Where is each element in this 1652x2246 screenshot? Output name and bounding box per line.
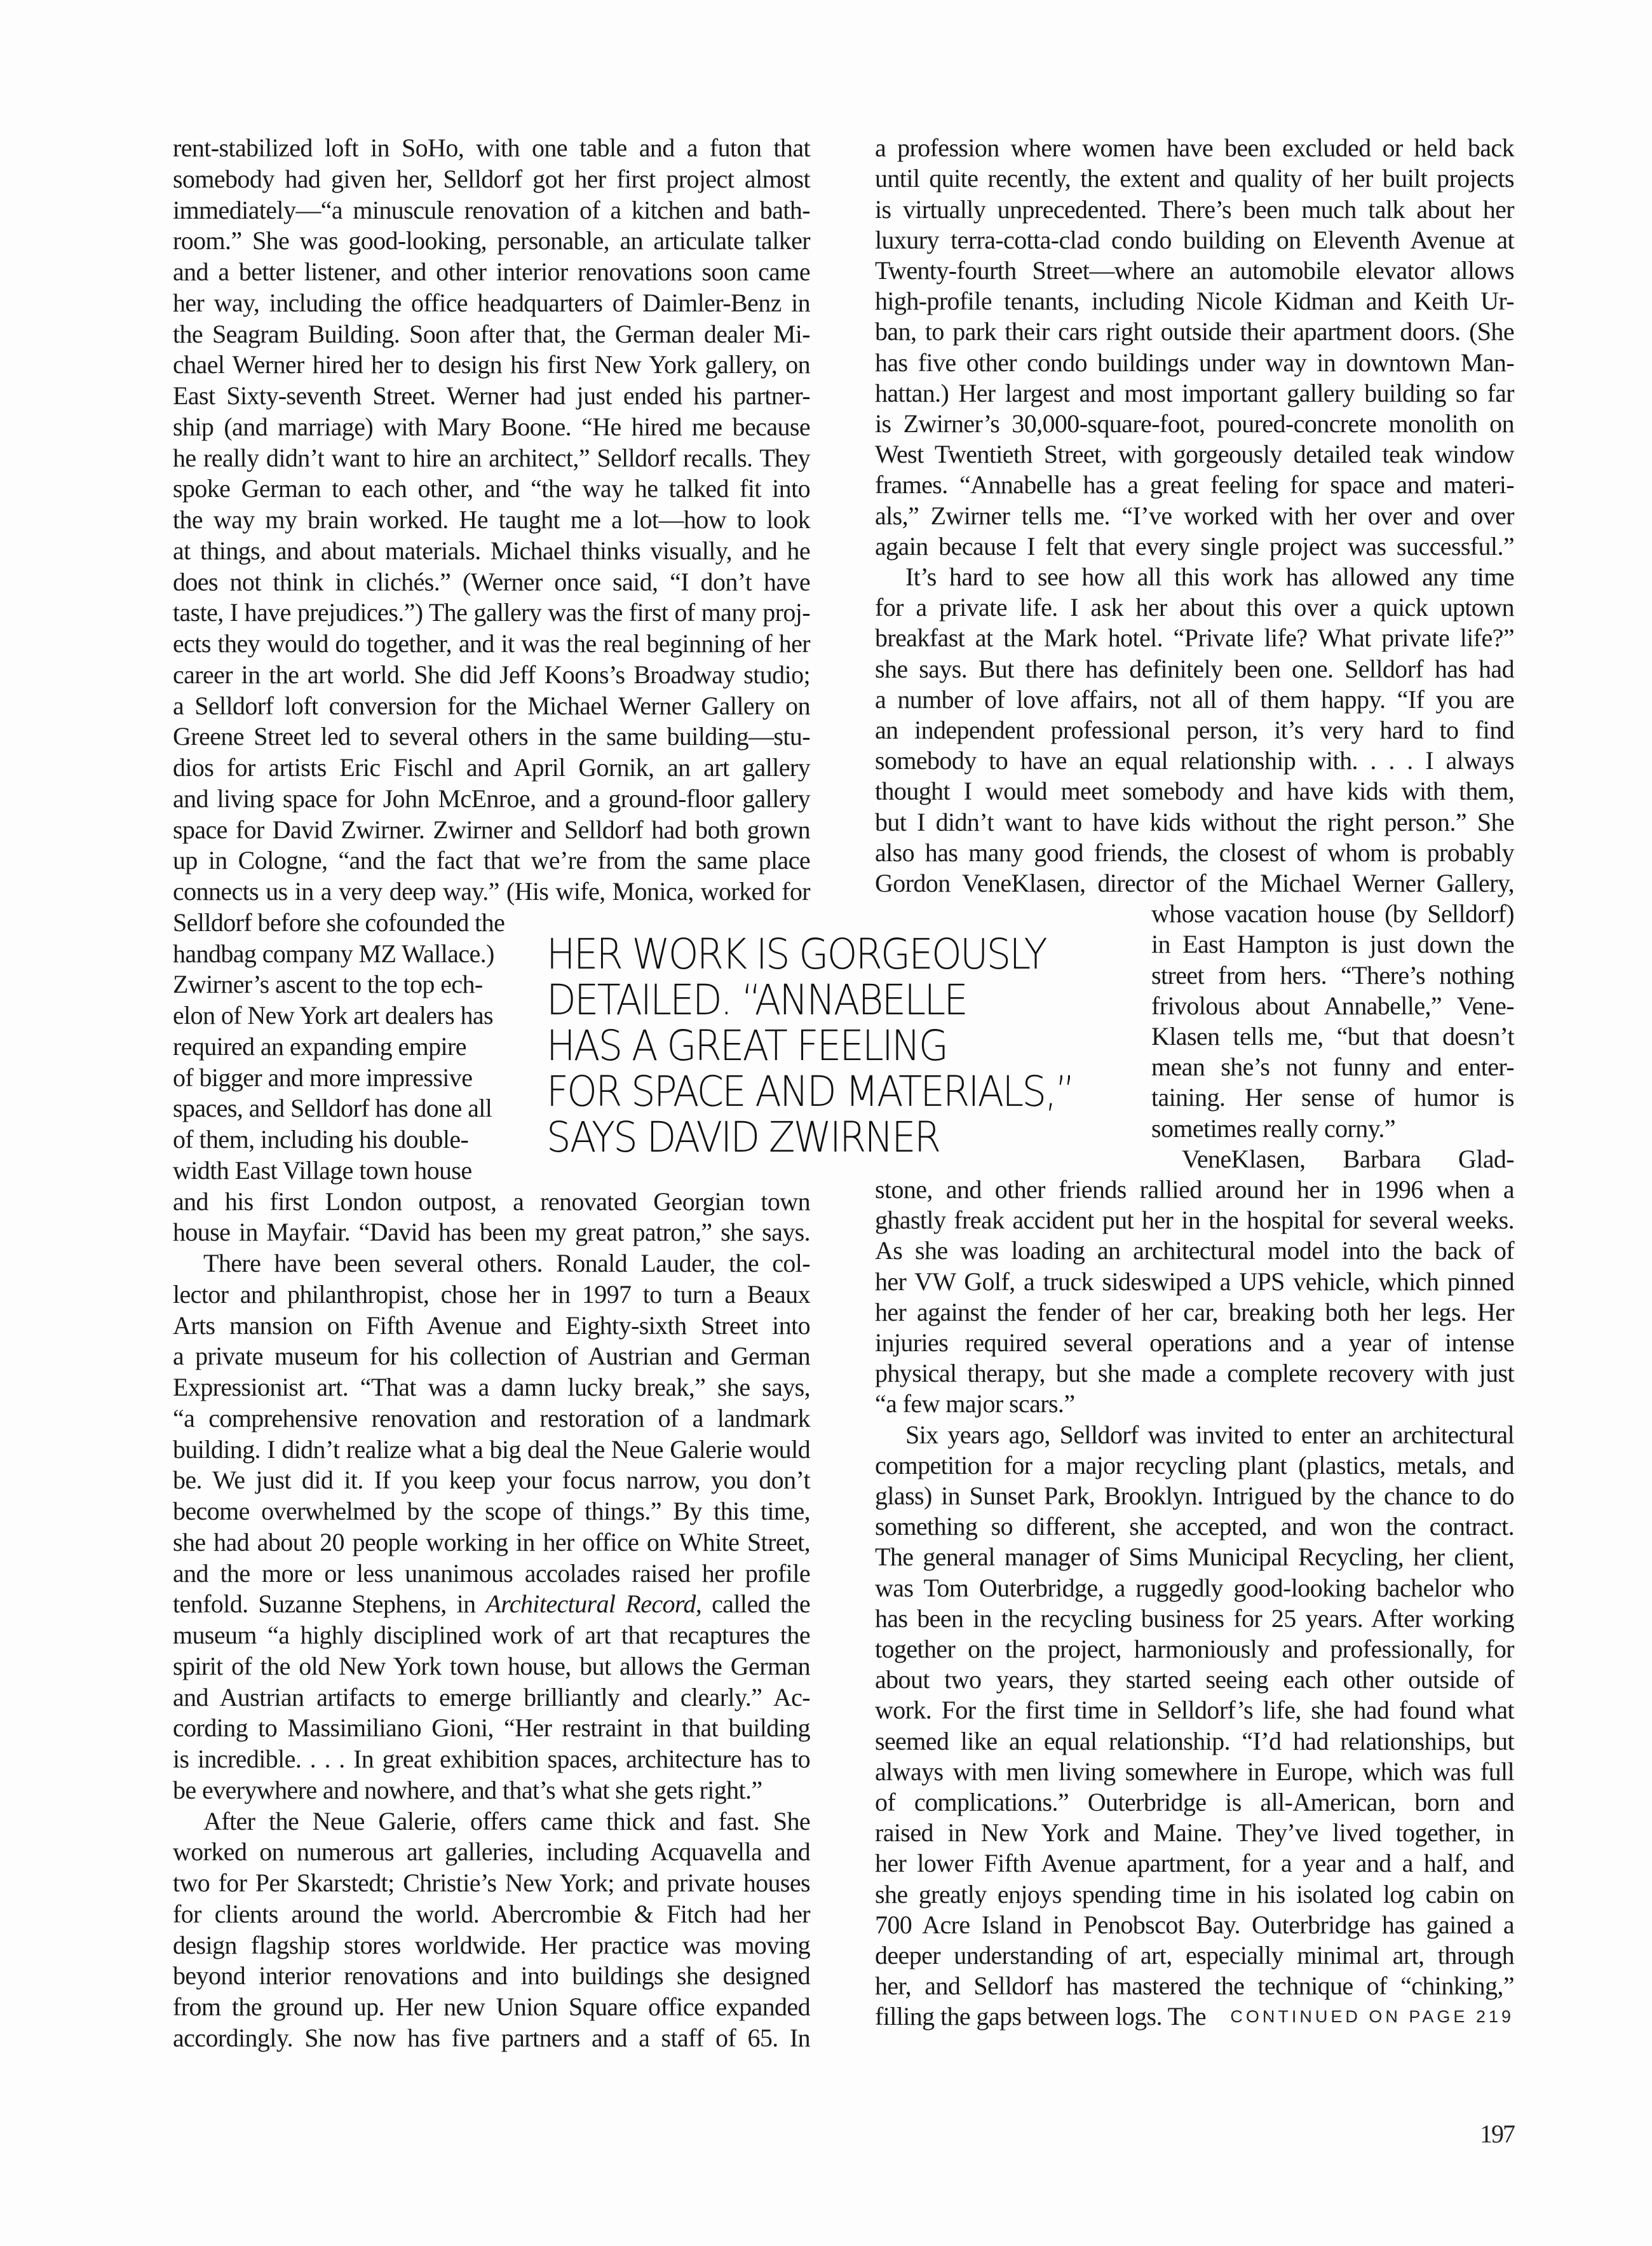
- text-line: her VW Golf, a truck sideswiped a UPS vehicle, which pinned: [875, 1267, 1514, 1296]
- text-line: After the Neue Galerie, offers came thick and fast. She: [203, 1806, 810, 1835]
- text-line: also has many good friends, the closest of whom is probably: [875, 838, 1514, 867]
- text-line: always with men living somewhere in Europe, which was full: [875, 1757, 1514, 1786]
- text-line: he really didn’t want to hire an architect,” Selldorf recalls. They: [173, 443, 810, 472]
- text-line: the Seagram Building. Soon after that, the German dealer Mi-: [173, 319, 810, 348]
- text-line: als,” Zwirner tells me. “I’ve worked with her over and over: [875, 501, 1514, 530]
- text-line: Twenty-fourth Street—where an automobile elevator allows: [875, 256, 1514, 285]
- text-line: a profession where women have been excluded or held back: [875, 133, 1514, 163]
- text-line: VeneKlasen, Barbara Glad-: [1182, 1144, 1514, 1173]
- text-line: is incredible. . . . In great exhibition spaces, architecture has to: [173, 1745, 810, 1774]
- text-line: and a better listener, and other interior renovations soon came: [173, 257, 810, 287]
- text-line: beyond interior renovations and into buildings she designed: [173, 1961, 810, 1991]
- text-line: for clients around the world. Abercrombie & Fitch had her: [173, 1899, 810, 1928]
- text-line: somebody had given her, Selldorf got her first project almost: [173, 164, 810, 193]
- text-line: taste, I have prejudices.”) The gallery was the first of many proj-: [173, 598, 810, 627]
- text-line: museum “a highly disciplined work of art that recaptures the: [173, 1621, 810, 1650]
- text-line: is Zwirner’s 30,000-square-foot, poured-concrete monolith on: [875, 409, 1514, 438]
- text-line: of complications.” Outerbridge is all-American, born and: [875, 1788, 1514, 1816]
- text-line: mean she’s not funny and enter-: [1151, 1052, 1514, 1082]
- text-line: career in the art world. She did Jeff Koons’s Broadway studio;: [173, 660, 810, 689]
- pull-quote-line: FOR SPACE AND MATERIALS,”: [546, 1067, 1074, 1116]
- text-line: East Sixty-seventh Street. Werner had just ended his partner-: [173, 381, 810, 411]
- text-line: dios for artists Eric Fischl and April Gornik, an art gallery: [173, 753, 810, 782]
- text-line: her against the fender of her car, breaking both her legs. Her: [875, 1297, 1514, 1326]
- text-line: her, and Selldorf has mastered the technique of “chinking,”: [875, 1971, 1514, 2001]
- text-line: become overwhelmed by the scope of things.” By this time,: [173, 1497, 810, 1526]
- text-line: As she was loading an architectural model into the back of: [875, 1236, 1514, 1265]
- text-line: 700 Acre Island in Penobscot Bay. Outerbridge has gained a: [875, 1910, 1514, 1939]
- text-line: again because I felt that every single project was successful.”: [875, 531, 1514, 561]
- text-line: “a few major scars.”: [875, 1389, 1075, 1419]
- text-line: Greene Street led to several others in the same building—stu-: [173, 722, 810, 751]
- text-line: work. For the first time in Selldorf’s life, she had found what: [875, 1696, 1514, 1725]
- text-line: handbag company MZ Wallace.): [173, 939, 494, 968]
- text-line: Six years ago, Selldorf was invited to enter an architectural: [905, 1420, 1514, 1449]
- text-line: ban, to park their cars right outside their apartment doors. (She: [875, 317, 1514, 346]
- text-line: ghastly freak accident put her in the hospital for several weeks.: [875, 1206, 1514, 1235]
- text-line: and the more or less unanimous accolades raised her profile: [173, 1558, 810, 1588]
- text-line: and living space for John McEnroe, and a ground-floor gallery: [173, 784, 810, 813]
- text-line: “a comprehensive renovation and restoration of a landmark: [173, 1403, 810, 1433]
- text-line: an independent professional person, it’s very hard to find: [875, 716, 1514, 744]
- text-line: and Austrian artifacts to emerge brilliantly and clearly.” Ac-: [173, 1682, 810, 1712]
- text-line: lector and philanthropist, chose her in 1997 to turn a Beaux: [173, 1279, 810, 1309]
- pull-quote: [546, 930, 1074, 1162]
- text-line: building. I didn’t realize what a big deal the Neue Galerie would: [173, 1434, 810, 1464]
- text-run: called the: [701, 1589, 810, 1619]
- text-line: about two years, they started seeing each other outside of: [875, 1665, 1514, 1694]
- text-line: up in Cologne, “and the fact that we’re from the same place: [173, 846, 810, 875]
- pull-quote-line: DETAILED. “ANNABELLE: [546, 976, 966, 1024]
- text-line: frivolous about Annabelle,” Vene-: [1151, 991, 1514, 1020]
- text-line: a private museum for his collection of Austrian and German: [173, 1342, 810, 1371]
- text-line: has been in the recycling business for 25 years. After working: [875, 1603, 1514, 1633]
- text-line: a Selldorf loft conversion for the Michael Werner Gallery on: [173, 691, 810, 720]
- text-line: deeper understanding of art, especially minimal art, through: [875, 1941, 1514, 1970]
- text-line: something so different, she accepted, and won the contract.: [875, 1512, 1514, 1541]
- text-line: elon of New York art dealers has: [173, 1001, 494, 1030]
- text-line: space for David Zwirner. Zwirner and Selldorf had both grown: [173, 815, 810, 844]
- text-line: room.” She was good-looking, personable, an articulate talker: [173, 226, 810, 255]
- text-line: width East Village town house: [173, 1155, 472, 1185]
- text-line: Selldorf before she cofounded the: [173, 908, 505, 937]
- text-line: physical therapy, but she made a complete recovery with just: [875, 1359, 1514, 1388]
- text-line: be everywhere and nowhere, and that’s what she gets right.”: [173, 1775, 762, 1804]
- text-line: high-profile tenants, including Nicole Kidman and Keith Ur-: [875, 287, 1514, 316]
- text-line: she says. But there has definitely been one. Selldorf has had: [875, 654, 1514, 683]
- text-line: stone, and other friends rallied around her in 1996 when a: [875, 1175, 1514, 1204]
- text-line: does not think in clichés.” (Werner once said, “I don’t have: [173, 567, 810, 596]
- text-line: injuries required several operations and a year of intense: [875, 1328, 1514, 1357]
- text-line: raised in New York and Maine. They’ve lived together, in: [875, 1818, 1514, 1848]
- text-line: hattan.) Her largest and most important gallery building so far: [875, 378, 1514, 407]
- text-line: luxury terra-cotta-clad condo building on Eleventh Avenue at: [875, 225, 1514, 254]
- text-line: ship (and marriage) with Mary Boone. “He hired me because: [173, 412, 810, 441]
- text-line: her way, including the office headquarters of Daimler-Benz in: [173, 288, 810, 317]
- text-line: immediately—“a minuscule renovation of a kitchen and bath-: [173, 195, 810, 224]
- text-line: glass) in Sunset Park, Brooklyn. Intrigued by the chance to do: [875, 1481, 1514, 1510]
- text-line: West Twentieth Street, with gorgeously detailed teak window: [875, 440, 1514, 469]
- text-line: a number of love affairs, not all of them happy. “If you are: [875, 684, 1514, 714]
- pull-quote-line: SAYS DAVID ZWIRNER: [546, 1113, 940, 1162]
- text-line: her lower Fifth Avenue apartment, for a year and a half, and: [875, 1849, 1514, 1878]
- text-line: connects us in a very deep way.” (His wife, Monica, worked for: [173, 877, 810, 906]
- pull-quote-line: HAS A GREAT FEELING: [546, 1021, 947, 1070]
- text-line: together on the project, harmoniously and professionally, for: [875, 1635, 1514, 1663]
- text-line: at things, and about materials. Michael thinks visually, and he: [173, 536, 810, 565]
- page-number: 197: [1480, 2120, 1514, 2148]
- text-line: thought I would meet somebody and have kids with them,: [875, 777, 1514, 806]
- text-line: sometimes really corny.”: [1151, 1113, 1395, 1143]
- text-line: is virtually unprecedented. There’s been much talk about her: [875, 194, 1514, 224]
- text-line: competition for a major recycling plant (plastics, metals, and: [875, 1450, 1514, 1480]
- text-line: be. We just did it. If you keep your focus narrow, you don’t: [173, 1466, 810, 1495]
- text-line: for a private life. I ask her about this over a quick uptown: [875, 593, 1514, 622]
- text-line: whose vacation house (by Selldorf): [1151, 899, 1514, 929]
- text-line: Expressionist art. “That was a damn lucky break,” she says,: [173, 1373, 810, 1402]
- text-line: she had about 20 people working in her office on White Street,: [173, 1527, 810, 1556]
- text-line: in East Hampton is just down the: [1151, 930, 1514, 959]
- text-line: It’s hard to see how all this work has allowed any time: [905, 562, 1514, 591]
- text-line: rent-stabilized loft in SoHo, with one table and a futon that: [173, 133, 810, 163]
- text-line: required an expanding empire: [173, 1031, 466, 1061]
- text-line: from the ground up. Her new Union Square office expanded: [173, 1992, 810, 2022]
- text-line: the way my brain worked. He taught me a lot—how to look: [173, 505, 810, 534]
- text-line: house in Mayfair. “David has been my great patron,” she says.: [173, 1218, 810, 1247]
- text-line: Gordon VeneKlasen, director of the Michael Werner Gallery,: [875, 869, 1514, 897]
- pull-quote-line: HER WORK IS GORGEOUSLY: [546, 930, 1046, 979]
- text-line: she greatly enjoys spending time in his isolated log cabin on: [875, 1879, 1514, 1909]
- text-run: tenfold. Suzanne Stephens, in: [173, 1589, 486, 1619]
- text-line: street from hers. “There’s nothing: [1151, 960, 1514, 990]
- text-line: of them, including his double-: [173, 1125, 469, 1154]
- text-line: seemed like an equal relationship. “I’d had relationships, but: [875, 1726, 1514, 1755]
- text-line: somebody to have an equal relationship with. . . . I always: [875, 746, 1514, 775]
- text-line: until quite recently, the extent and quality of her built projects: [875, 164, 1514, 193]
- text-line: breakfast at the Mark hotel. “Private life? What private life?”: [875, 623, 1514, 653]
- text-line: was Tom Outerbridge, a ruggedly good-looking bachelor who: [875, 1573, 1514, 1602]
- text-line: The general manager of Sims Municipal Recycling, her client,: [875, 1542, 1514, 1572]
- italic-title: Architectural Record,: [485, 1589, 702, 1619]
- text-line: Arts mansion on Fifth Avenue and Eighty-sixth Street into: [173, 1310, 810, 1340]
- text-line: but I didn’t want to have kids without the right person.” She: [875, 807, 1514, 836]
- text-line: Zwirner’s ascent to the top ech-: [173, 970, 483, 999]
- text-line: two for Per Skarstedt; Christie’s New York; and private houses: [173, 1868, 810, 1898]
- text-line: taining. Her sense of humor is: [1151, 1083, 1514, 1112]
- text-line: There have been several others. Ronald Lauder, the col-: [203, 1249, 810, 1278]
- text-line: spaces, and Selldorf has done all: [173, 1094, 492, 1123]
- text-line: design flagship stores worldwide. Her practice was moving: [173, 1930, 810, 1959]
- text-line: accordingly. She now has five partners and a staff of 65. In: [173, 2023, 810, 2052]
- text-line: and his first London outpost, a renovated Georgian town: [173, 1187, 810, 1216]
- text-line: Klasen tells me, “but that doesn’t: [1151, 1022, 1514, 1051]
- text-line: spoke German to each other, and “the way he talked fit into: [173, 474, 810, 503]
- text-line: cording to Massimiliano Gioni, “Her restraint in that building: [173, 1713, 810, 1743]
- text-line: chael Werner hired her to design his first New York gallery, on: [173, 350, 810, 379]
- text-line: frames. “Annabelle has a great feeling for space and materi-: [875, 470, 1514, 500]
- text-line: filling the gaps between logs. The: [875, 2002, 1206, 2031]
- continued-on-page-label: CONTINUED ON PAGE 219: [1230, 2007, 1514, 2027]
- text-line: worked on numerous art galleries, including Acquavella and: [173, 1837, 810, 1867]
- text-line: of bigger and more impressive: [173, 1063, 473, 1092]
- text-line: ects they would do together, and it was the real beginning of her: [173, 629, 810, 658]
- text-line: spirit of the old New York town house, but allows the German: [173, 1651, 810, 1680]
- text-line: has five other condo buildings under way in downtown Man-: [875, 348, 1514, 377]
